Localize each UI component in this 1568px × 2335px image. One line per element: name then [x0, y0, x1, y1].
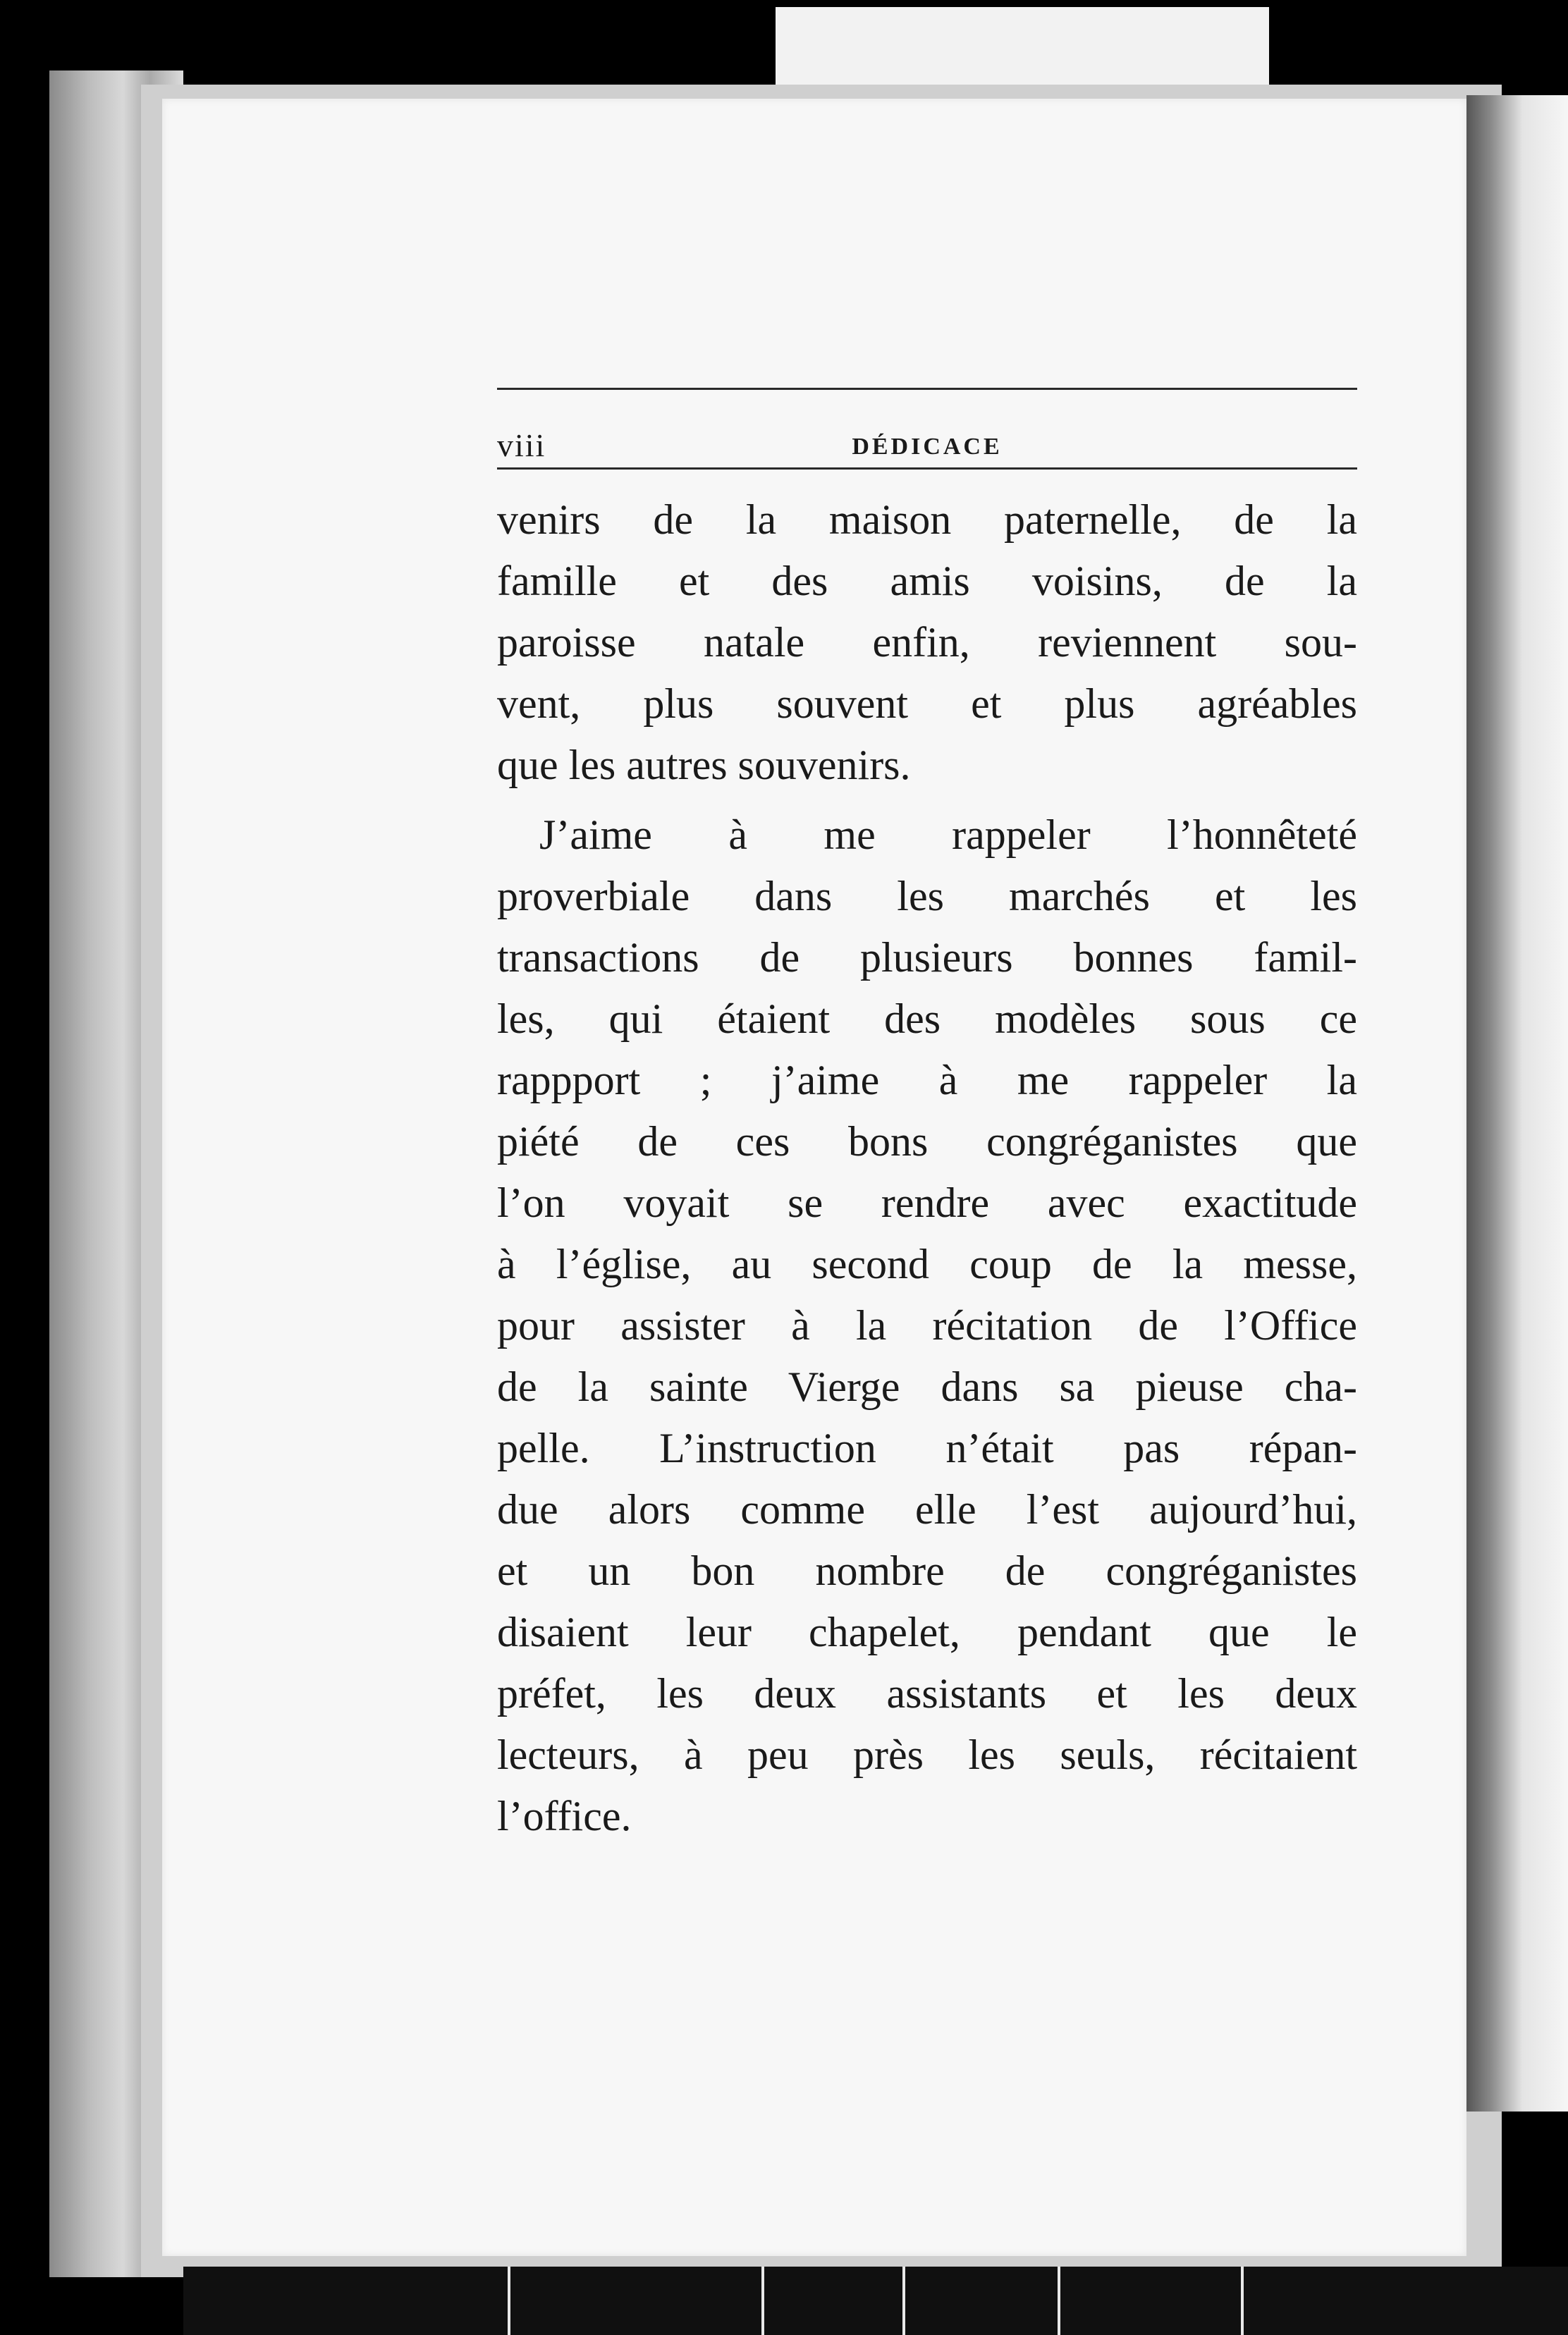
- scan-bottom-strip: [183, 2267, 1568, 2335]
- scan-mark: [761, 2267, 764, 2335]
- text-line: paroisse natale enfin, reviennent sou-: [497, 619, 1357, 666]
- text-line: pelle. L’instruction n’était pas répan-: [497, 1425, 1357, 1471]
- running-title: DÉDICACE: [852, 434, 1003, 460]
- scan-mark: [508, 2267, 510, 2335]
- text-line: pour assister à la récitation de l’Office: [497, 1302, 1357, 1349]
- text-line: due alors comme elle l’est aujourd’hui,: [497, 1486, 1357, 1533]
- paragraph-continued: [497, 489, 1357, 796]
- scan-mark: [902, 2267, 905, 2335]
- text-line: et un bon nombre de congréganistes: [497, 1548, 1357, 1594]
- scan-right-edge: [1466, 95, 1568, 2112]
- text-line: disaient leur chapelet, pendant que le: [497, 1609, 1357, 1655]
- text-line: que les autres souvenirs.: [497, 742, 911, 788]
- running-head: [497, 390, 1357, 467]
- text-line: vent, plus souvent et plus agréables: [497, 680, 1357, 727]
- text-line: à l’église, au second coup de la messe,: [497, 1241, 1357, 1287]
- text-line: lecteurs, à peu près les seuls, récitaient: [497, 1732, 1357, 1778]
- page-number: viii: [497, 427, 546, 463]
- text-line: J’aime à me rappeler l’honnêteté: [539, 811, 1357, 858]
- page-text-block: [497, 388, 1357, 1847]
- header-bottom-rule: [497, 467, 1357, 470]
- text-line: famille et des amis voisins, de la: [497, 558, 1357, 604]
- paragraph: [497, 804, 1357, 1847]
- text-line: l’office.: [497, 1793, 632, 1839]
- text-line: piété de ces bons congréganistes que: [497, 1118, 1357, 1165]
- text-line: transactions de plusieurs bonnes famil-: [497, 934, 1357, 981]
- text-line: proverbiale dans les marchés et les: [497, 873, 1357, 919]
- body-text: [497, 489, 1357, 1847]
- scan-mark: [1241, 2267, 1244, 2335]
- text-line: de la sainte Vierge dans sa pieuse cha-: [497, 1363, 1357, 1410]
- scan-mark: [1058, 2267, 1060, 2335]
- text-line: préfet, les deux assistants et les deux: [497, 1670, 1357, 1717]
- text-line: venirs de la maison paternelle, de la: [497, 496, 1357, 543]
- text-line: les, qui étaient des modèles sous ce: [497, 995, 1357, 1042]
- scan-top-tab: [776, 7, 1269, 92]
- text-line: rappport ; j’aime à me rappeler la: [497, 1057, 1357, 1103]
- text-line: l’on voyait se rendre avec exactitude: [497, 1179, 1357, 1226]
